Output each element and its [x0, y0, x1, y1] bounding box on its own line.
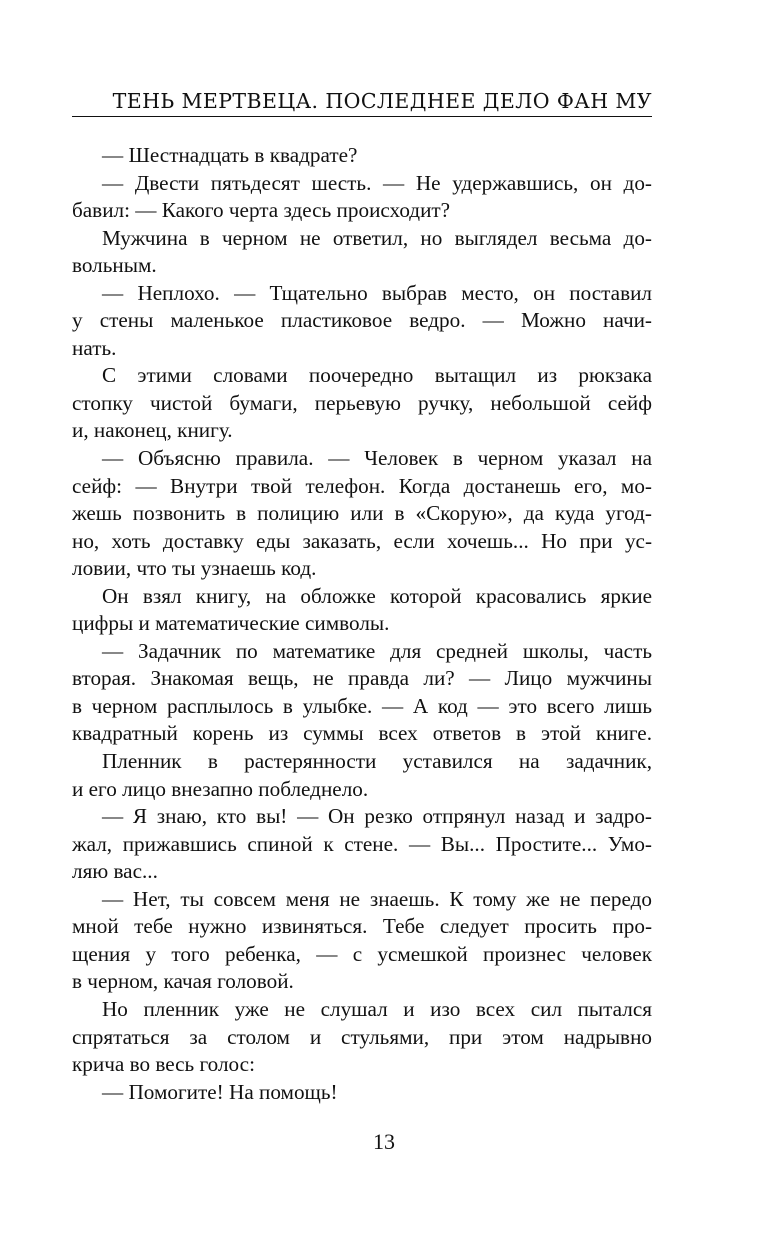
page-number: 13: [373, 1129, 395, 1154]
text-line: — Двести пятьдесят шесть. — Не удержавшись, он до-: [102, 170, 652, 195]
text-line: но, хоть доставку еды заказать, если хочешь... Но при ус-: [72, 528, 652, 553]
running-head: ТЕНЬ МЕРТВЕЦА. ПОСЛЕДНЕЕ ДЕЛО ФАН МУ: [112, 89, 652, 113]
text-line: — Задачник по математике для средней школы, часть: [102, 638, 652, 663]
text-line: в черном, качая головой.: [72, 969, 294, 994]
text-line: щения у того ребенка, — с усмешкой произнес человек: [72, 941, 652, 966]
text-line: — Объясню правила. — Человек в черном указал на: [102, 446, 652, 471]
text-line: крича во весь голос:: [72, 1052, 255, 1077]
text-line: Мужчина в черном не ответил, но выглядел весьма до-: [102, 225, 652, 250]
text-line: квадратный корень из суммы всех ответов в этой книге.: [72, 721, 652, 746]
text-line: ловии, что ты узнаешь код.: [72, 556, 317, 581]
header-rule: [72, 116, 652, 117]
text-line: стопку чистой бумаги, перьевую ручку, небольшой сейф: [72, 390, 652, 415]
text-line: у стены маленькое пластиковое ведро. — Можно начи-: [72, 308, 652, 333]
text-line: в черном расплылось в улыбке. — А код — это всего лишь: [72, 693, 652, 718]
text-line: С этими словами поочередно вытащил из рюкзака: [102, 363, 652, 388]
text-line: — Шестнадцать в квадрате?: [102, 143, 358, 167]
text-line: и, наконец, книгу.: [72, 418, 233, 443]
text-line: Пленник в растерянности уставился на задачник,: [102, 749, 652, 774]
text-line: — Неплохо. — Тщательно выбрав место, он поставил: [102, 280, 652, 305]
text-line: бавил: — Какого черта здесь происходит?: [72, 198, 451, 223]
text-line: — Нет, ты совсем меня не знаешь. К тому же не передо: [102, 886, 652, 911]
text-line: и его лицо внезапно побледнело.: [72, 776, 369, 801]
text-line: жешь позвонить в полицию или в «Скорую», да куда угод-: [72, 501, 652, 526]
body-text: [72, 142, 652, 1106]
text-line: жал, прижавшись спиной к стене. — Вы... Простите... Умо-: [72, 831, 652, 856]
text-line: нать.: [72, 335, 117, 360]
text-line: спрятаться за столом и стульями, при этом надрывно: [72, 1024, 652, 1049]
text-line: вторая. Знакомая вещь, не правда ли? — Лицо мужчины: [72, 666, 652, 691]
text-line: цифры и математические символы.: [72, 611, 390, 636]
text-line: — Я знаю, кто вы! — Он резко отпрянул назад и задро-: [102, 804, 652, 829]
text-line: Но пленник уже не слушал и изо всех сил пытался: [102, 996, 652, 1021]
text-line: ляю вас...: [72, 859, 158, 884]
text-line: — Помогите! На помощь!: [102, 1079, 338, 1104]
text-line: сейф: — Внутри твой телефон. Когда достанешь его, мо-: [72, 473, 652, 498]
text-line: вольным.: [72, 253, 157, 278]
text-line: мной тебе нужно извиняться. Тебе следует просить про-: [72, 914, 652, 939]
text-line: Он взял книгу, на обложке которой красовались яркие: [102, 583, 652, 608]
